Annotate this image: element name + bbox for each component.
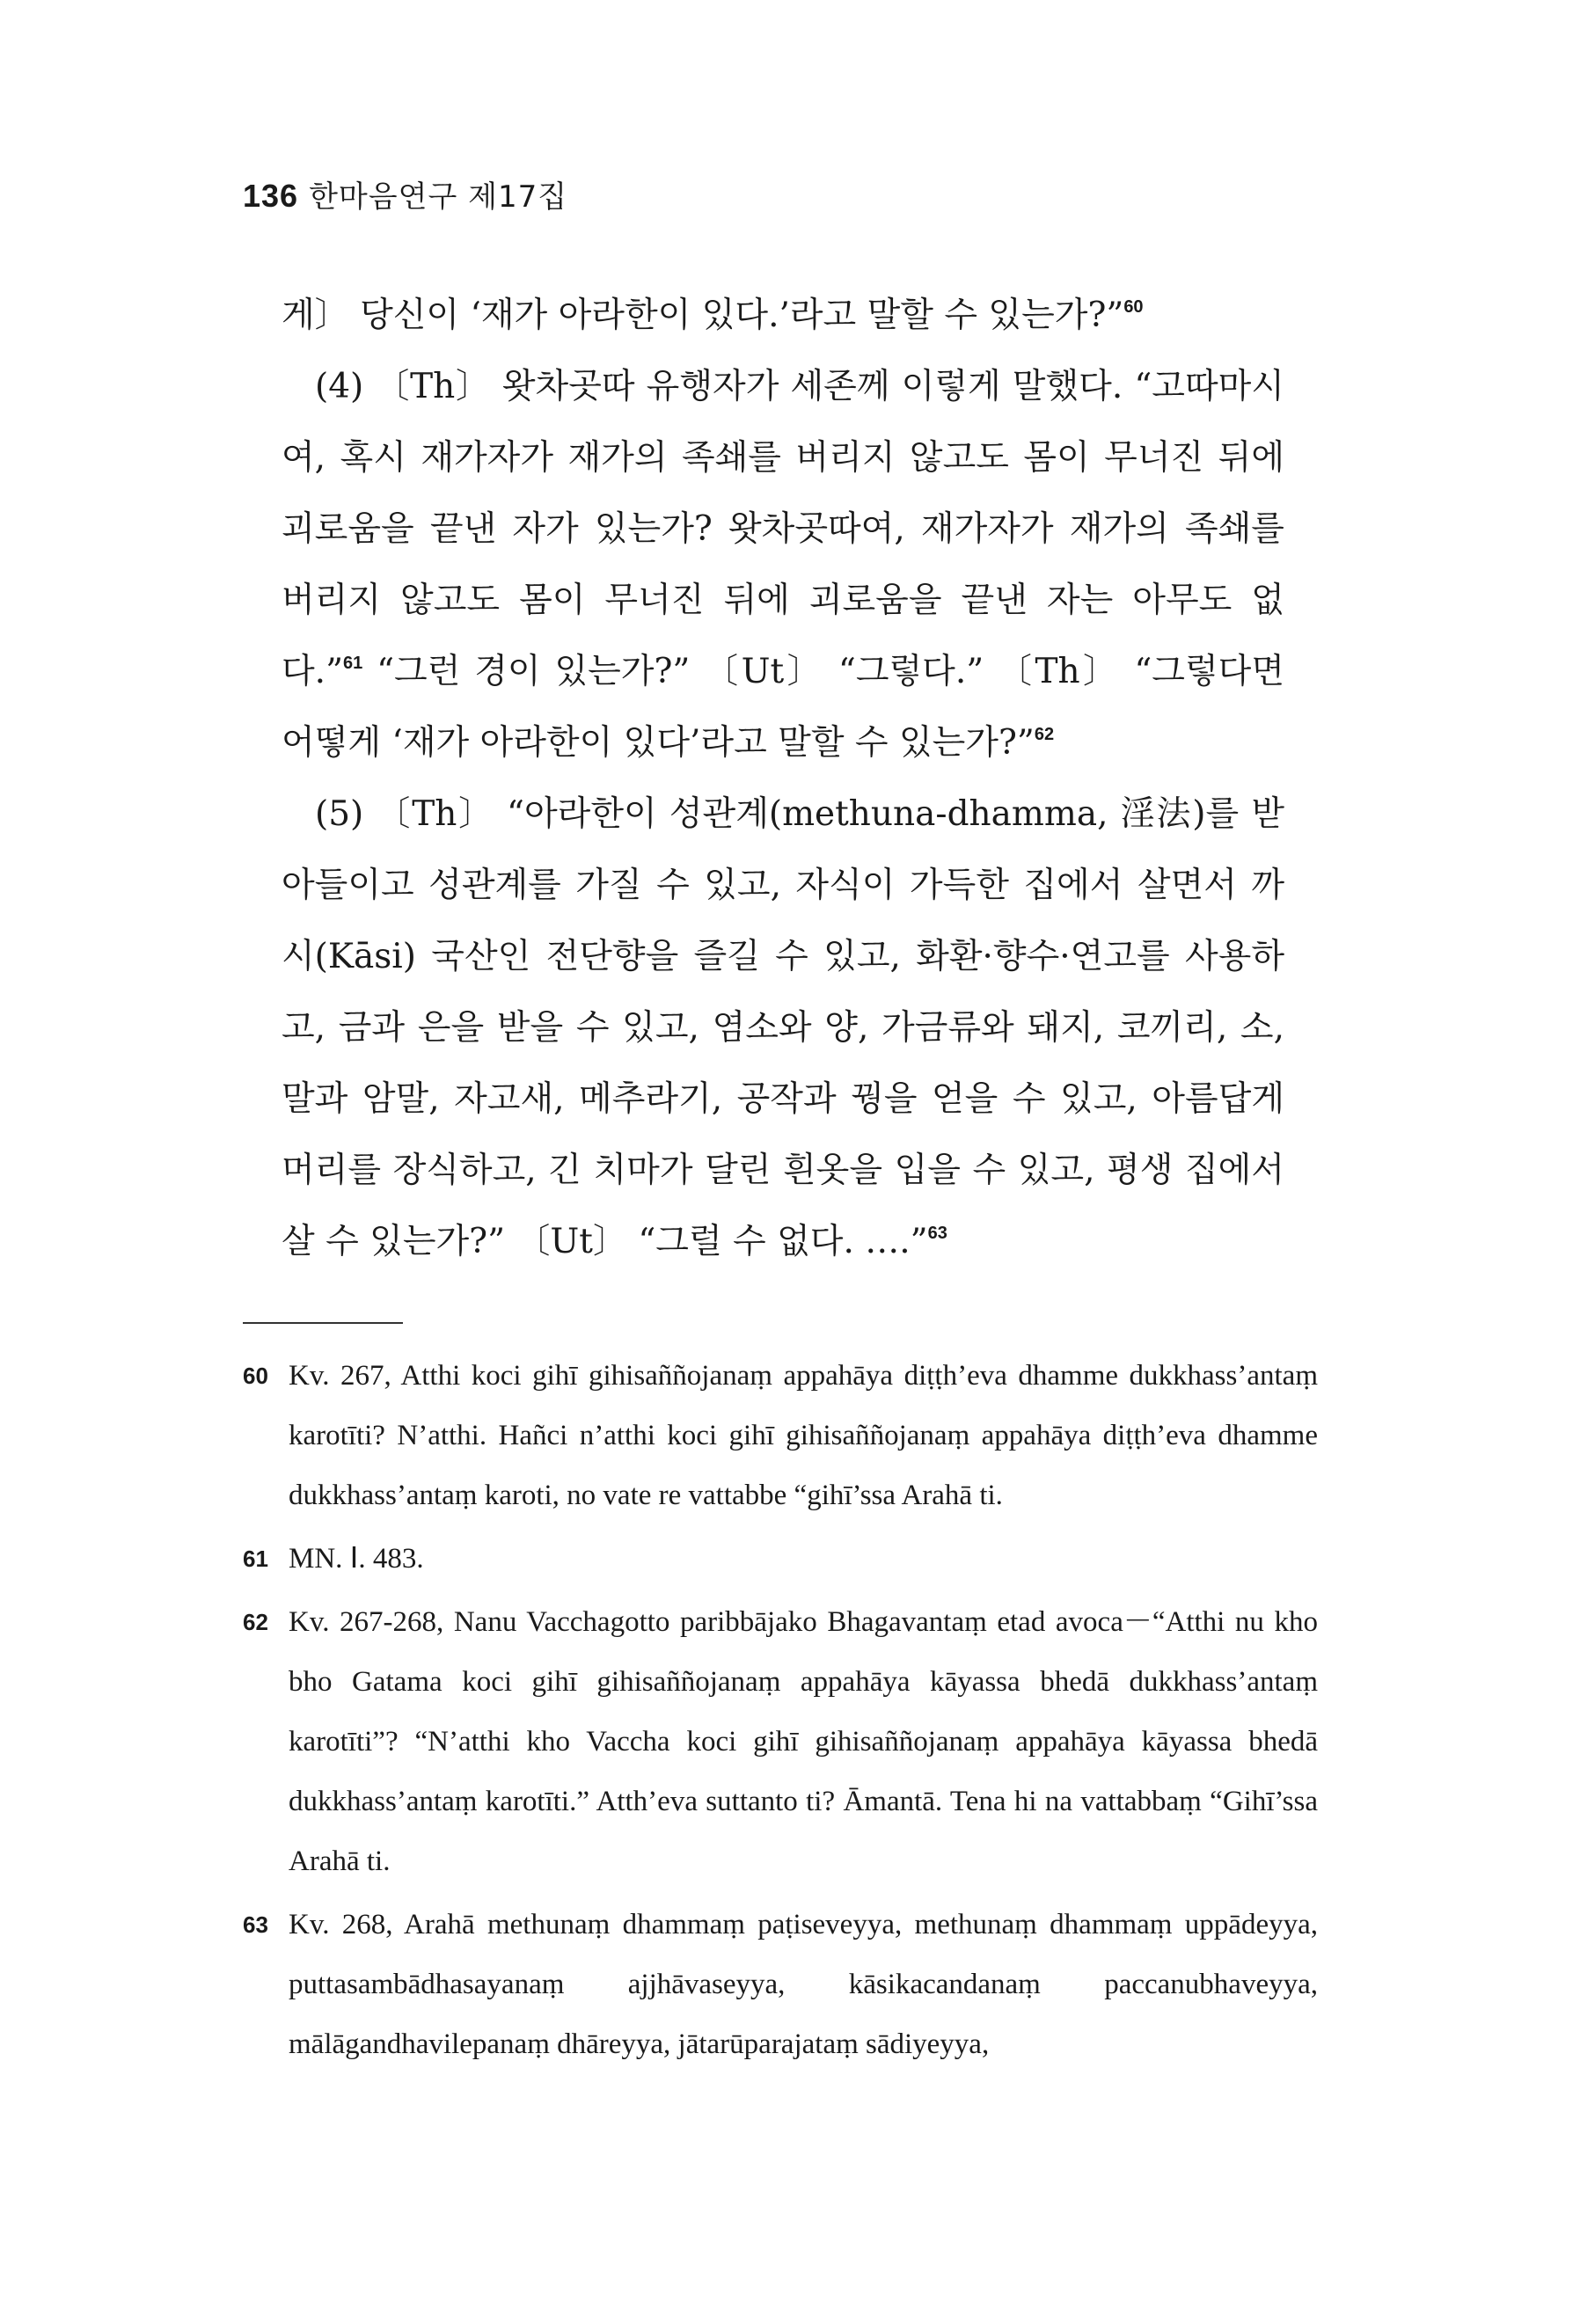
footnote-number: 63 [243, 1911, 268, 1938]
running-head [243, 172, 567, 216]
journal-title: 한마음연구 제17집 [309, 179, 568, 215]
footnote-text: MN. Ⅰ. 483. [289, 1543, 424, 1575]
footnote-text: Kv. 267-268, Nanu Vacchagotto paribbājako Bhagavantaṃ etad avoca－“Atthi nu kho bho Gatama koci gihī gihisaññojanaṃ appahāya kāyassa bhedā dukkhass’antaṃ karotīti”? “N’atthi kho Vaccha koci gihī gihisaññojanaṃ appahāya kāyassa bhedā dukkhass’antaṃ karotīti.” Atth’eva suttanto ti? Āmantā. Tena hi na vattabbaṃ “Gihī’ssa Arahā ti. [289, 1606, 1318, 1877]
footnote-text: Kv. 268, Arahā methunaṃ dhammaṃ paṭiseveyya, methunaṃ dhammaṃ uppādeyya, puttasambādhasayanaṃ ajjhāvaseyya, kāsikacandanaṃ paccanubhaveyya, mālāgandhavilepanaṃ dhāreyya, jātarūparajataṃ sādiyeyya, [289, 1909, 1318, 2060]
footnotes [243, 1346, 1318, 2078]
footnote-63 [243, 1895, 1318, 2074]
main-text [282, 280, 1284, 1277]
footnote-number: 62 [243, 1609, 268, 1635]
footnote-separator [243, 1322, 403, 1324]
paragraph-3 [282, 778, 1284, 1277]
footnote-ref-62[interactable]: 62 [1034, 725, 1055, 744]
paragraph-2 [282, 351, 1284, 778]
footnote-text: Kv. 267, Atthi koci gihī gihisaññojanaṃ appahāya diṭṭh’eva dhamme dukkhass’antaṃ karotīti? N’atthi. Hañci n’atthi koci gihī gihisaññojanaṃ appahāya diṭṭh’eva dhamme dukkhass’antaṃ karoti, no vate re vattabbe “gihī’ssa Arahā ti. [289, 1360, 1318, 1511]
footnote-number: 61 [243, 1546, 268, 1572]
footnote-ref-63[interactable]: 63 [927, 1224, 947, 1243]
footnote-61 [243, 1529, 1318, 1589]
paragraph-2-text-a: (4) 〔Th〕 왓차곳따 유행자가 세존께 이렇게 말했다. “고따마시여, 혹시 재가자가 재가의 족쇄를 버리지 않고도 몸이 무너진 뒤에 괴로움을 끝낸 자가 있는가? 왓차곳따여, 재가자가 재가의 족쇄를 버리지 않고도 몸이 무너진 뒤에 괴로움을 끝낸 자는 아무도 없다.” [282, 367, 1284, 691]
page-number: 136 [243, 178, 299, 214]
paragraph-2-text-b: “그런 경이 있는가?” 〔Ut〕 “그렇다.” 〔Th〕 “그렇다면 어떻게 ‘재가 아라한이 있다’라고 말할 수 있는가?” [282, 652, 1284, 763]
footnote-ref-60[interactable]: 60 [1123, 297, 1144, 317]
footnote-ref-61[interactable]: 61 [343, 654, 363, 673]
footnote-number: 60 [243, 1363, 268, 1389]
footnote-60 [243, 1346, 1318, 1525]
paragraph-3-text: (5) 〔Th〕 “아라한이 성관계(methuna-dhamma, 淫法)를 받아들이고 성관계를 가질 수 있고, 자식이 가득한 집에서 살면서 까시(Kāsi) 국산인 전단향을 즐길 수 있고, 화환·향수·연고를 사용하고, 금과 은을 받을 수 있고, 염소와 양, 가금류와 돼지, 코끼리, 소, 말과 암말, 자고새, 메추라기, 공작과 꿩을 얻을 수 있고, 아름답게 머리를 장식하고, 긴 치마가 달린 흰옷을 입을 수 있고, 평생 집에서 살 수 있는가?” 〔Ut〕 “그럴 수 없다. ….” [282, 794, 1284, 1261]
paragraph-1 [282, 280, 1284, 351]
footnote-62 [243, 1592, 1318, 1891]
paragraph-1-text: 게〕 당신이 ‘재가 아라한이 있다.’라고 말할 수 있는가?” [282, 296, 1124, 335]
